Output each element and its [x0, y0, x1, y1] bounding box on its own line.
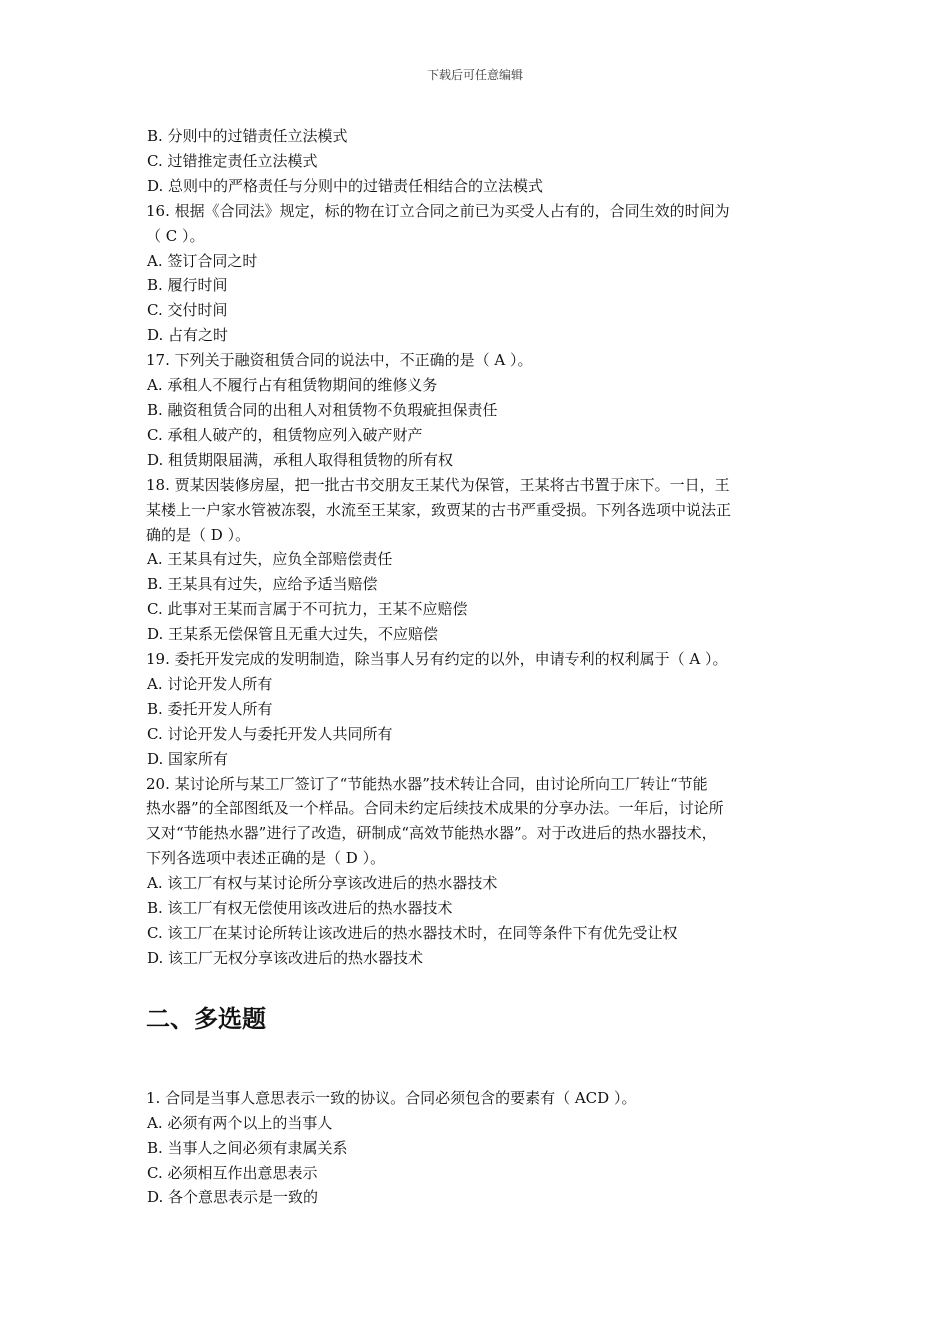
- page-header-note: 下载后可任意编辑: [426, 68, 523, 82]
- answer-option: B. 当事人之间必须有隶属关系: [147, 1138, 348, 1157]
- answer-option: D. 租赁期限届满，承租人取得租赁物的所有权: [147, 450, 454, 469]
- question-text: 16. 根据《合同法》规定，标的物在订立合同之前已为买受人占有的，合同生效的时间为: [146, 201, 730, 220]
- answer-option: A. 必须有两个以上的当事人: [147, 1113, 333, 1132]
- answer-option: C. 过错推定责任立法模式: [147, 151, 318, 170]
- answer-option: B. 委托开发人所有: [147, 699, 273, 718]
- answer-option: D. 王某系无偿保管且无重大过失，不应赔偿: [147, 625, 439, 644]
- question-text: 19. 委托开发完成的发明制造，除当事人另有约定的以外，申请专利的权利属于（ A ）。: [146, 650, 728, 669]
- question-text: 下列各选项中表述正确的是（ D ）。: [146, 849, 386, 868]
- single-choice-lines: [146, 124, 814, 971]
- question-text: （ C ）。: [146, 226, 205, 245]
- answer-option: C. 讨论开发人与委托开发人共同所有: [147, 724, 393, 743]
- question-text: 18. 贾某因装修房屋，把一批古书交朋友王某代为保管，王某将古书置于床下。一日，王: [146, 475, 730, 494]
- question-text: 1. 合同是当事人意思表示一致的协议。合同必须包含的要素有（ ACD ）。: [146, 1088, 637, 1107]
- answer-option: C. 交付时间: [147, 301, 228, 320]
- answer-option: C. 该工厂在某讨论所转让该改进后的热水器技术时，在同等条件下有优先受让权: [147, 924, 678, 942]
- answer-option: B. 分则中的过错责任立法模式: [147, 127, 348, 145]
- answer-option: C. 承租人破产的，租赁物应列入破产财产: [147, 425, 423, 444]
- answer-option: D. 该工厂无权分享该改进后的热水器技术: [147, 948, 424, 967]
- answer-option: B. 该工厂有权无偿使用该改进后的热水器技术: [147, 899, 453, 918]
- question-text: 17. 下列关于融资租赁合同的说法中，不正确的是（ A ）。: [146, 351, 533, 370]
- answer-option: D. 国家所有: [147, 749, 229, 768]
- question-text: 20. 某讨论所与某工厂签订了“节能热水器”技术转让合同，由讨论所向工厂转让“节能: [146, 774, 708, 793]
- answer-option: B. 融资租赁合同的出租人对租赁物不负瑕疵担保责任: [147, 400, 498, 419]
- document-body: [146, 124, 814, 1210]
- answer-option: A. 讨论开发人所有: [147, 674, 273, 693]
- answer-option: A. 签订合同之时: [147, 251, 258, 270]
- answer-option: B. 履行时间: [147, 276, 228, 295]
- answer-option: D. 总则中的严格责任与分则中的过错责任相结合的立法模式: [147, 176, 544, 195]
- answer-option: C. 此事对王某而言属于不可抗力，王某不应赔偿: [147, 600, 468, 619]
- question-text: 热水器”的全部图纸及一个样品。合同未约定后续技术成果的分享办法。一年后，讨论所: [146, 799, 724, 818]
- section-title: 二、多选题: [146, 1004, 266, 1033]
- question-text: 又对“节能热水器”进行了改造，研制成“高效节能热水器”。对于改进后的热水器技术，: [146, 824, 717, 843]
- question-text: 确的是（ D ）。: [146, 525, 251, 544]
- answer-option: C. 必须相互作出意思表示: [147, 1163, 318, 1182]
- question-text: 某楼上一户家水管被冻裂，水流至王某家，致贾某的古书严重受损。下列各选项中说法正: [146, 500, 732, 519]
- answer-option: B. 王某具有过失，应给予适当赔偿: [147, 575, 378, 594]
- answer-option: A. 承租人不履行占有租赁物期间的维修义务: [147, 376, 438, 395]
- answer-option: D. 各个意思表示是一致的: [147, 1188, 319, 1207]
- answer-option: A. 该工厂有权与某讨论所分享该改进后的热水器技术: [147, 874, 498, 893]
- multiple-choice-lines: [146, 1086, 814, 1211]
- answer-option: D. 占有之时: [147, 326, 229, 345]
- answer-option: A. 王某具有过失，应负全部赔偿责任: [147, 550, 393, 569]
